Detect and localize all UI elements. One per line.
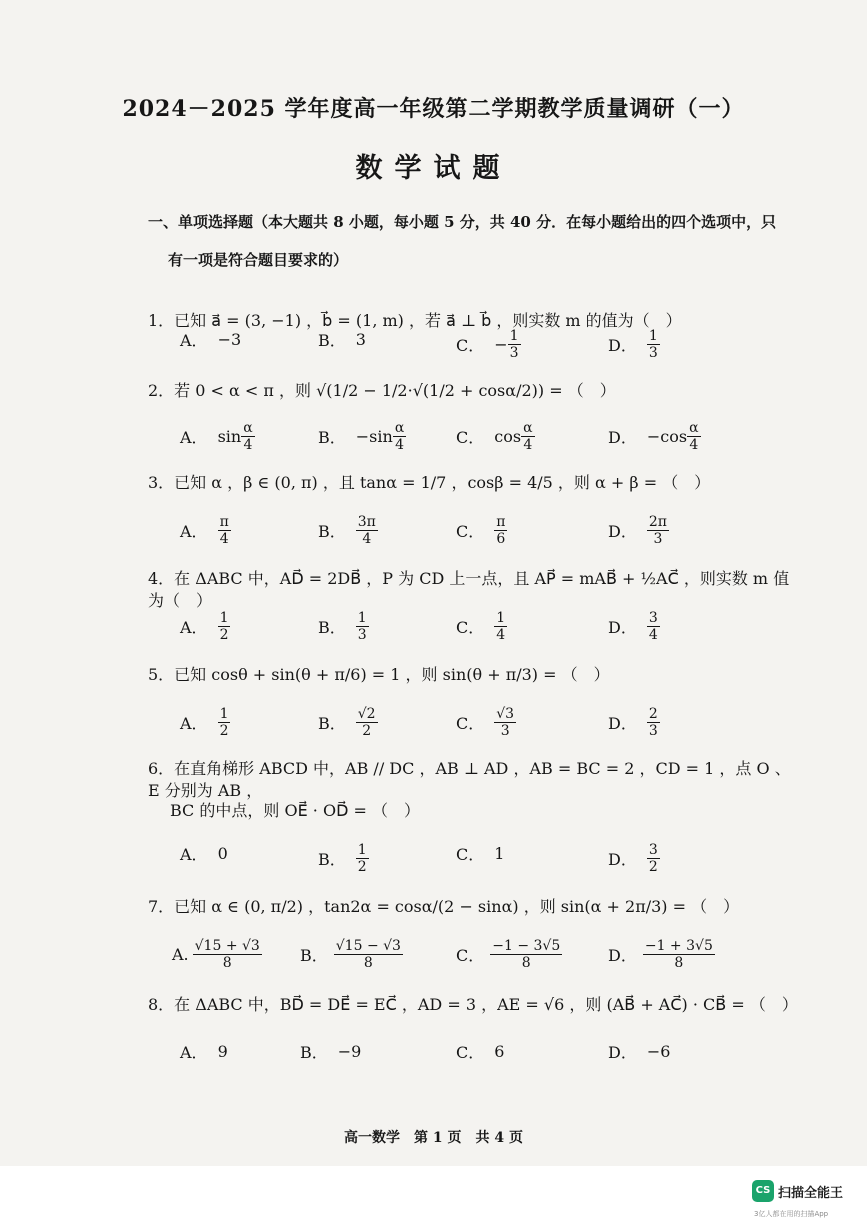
question-1-stem: 1．已知 a⃗ = (3, −1) ，b⃗ = (1, m) ，若 a⃗ ⊥ b⃗ ，则实数 m 的值为（ ） [148,311,682,330]
option-c: C． cos $\frac{\alpha}{4}$ [456,420,533,453]
option-b: B． $\frac{√2}{2}$ [318,706,376,739]
option-d: D． −cos $\frac{\alpha}{4}$ [608,420,699,453]
fraction: $\frac{1}{4}$ [496,610,506,643]
fraction: $\frac{√2}{2}$ [357,706,376,739]
option-b: B． −9 [300,1042,362,1062]
option-d: D． $\frac{3}{2}$ [608,842,658,875]
watermark-name: 扫描全能王 [778,1186,844,1201]
option-c: C． $\frac{√3}{3}$ [456,706,515,739]
option-c: C． $\frac{\pi}{6}$ [456,514,506,547]
fraction: $\frac{1}{2}$ [357,842,367,875]
question-4-stem: 4．在 ΔABC 中，AD⃗ = 2DB⃗ ，P 为 CD 上一点，且 AP⃗ = mAB⃗ + ½AC⃗ ，则实数 m 值为（ ） [148,569,790,610]
fraction: $\frac{-1 + 3√5}{8}$ [644,938,713,971]
fraction: $\frac{1}{3}$ [648,328,658,361]
option-c: C． 1 [456,844,505,864]
question-2-options [180,420,780,460]
option-c: C． $\frac{1}{4}$ [456,610,506,643]
option-a: A． 0 [180,844,228,864]
question-6-stem-line2: BC 的中点，则 OE⃗ · OD⃗ = （ ） [170,801,420,820]
option-d: D． $\frac{2\pi}{3}$ [608,514,667,547]
fraction: $\frac{-1 - 3√5}{8}$ [492,938,561,971]
option-a: A． $\frac{1}{2}$ [180,706,229,739]
question-7-stem: 7．已知 α ∈ (0, π/2) ，tan2α = cosα/(2 − sinα) ，则 sin(α + 2π/3) = （ ） [148,897,740,916]
section-heading-line2: 有一项是符合题目要求的） [168,251,349,269]
fraction: $\frac{1}{3}$ [357,610,367,643]
question-3-options [180,514,780,554]
fraction: $\frac{\pi}{6}$ [496,514,506,547]
question-8-options [180,1040,780,1080]
option-c: C． 6 [456,1042,505,1062]
fraction: $\frac{2\pi}{3}$ [648,514,667,547]
fraction: $\frac{\alpha}{4}$ [394,420,405,453]
question-1-options [180,328,780,368]
fraction: $\frac{1}{2}$ [219,610,229,643]
fraction: $\frac{\alpha}{4}$ [523,420,533,453]
fraction: $\frac{√3}{3}$ [496,706,515,739]
fraction: $\frac{3\pi}{4}$ [357,514,376,547]
option-a: A. $\frac{√15 + √3}{8}$ [172,938,260,971]
watermark-tagline: 3亿人都在用的扫描App [754,1210,829,1218]
fraction: $\frac{3}{2}$ [648,842,658,875]
option-a: A． −3 [180,330,242,350]
option-b: B． $\frac{1}{3}$ [318,610,367,643]
option-d: D． $\frac{2}{3}$ [608,706,658,739]
question-3-stem: 3．已知 α ，β ∈ (0, π) ，且 tanα = 1/7 ，cosβ = 4/5 ，则 α + β = （ ） [148,473,711,492]
fraction: $\frac{1}{3}$ [509,328,519,361]
fraction: $\frac{2}{3}$ [648,706,658,739]
option-c: C． − $\frac{1}{3}$ [456,328,519,361]
page-footer: 高一数学 第 1 页 共 4 页 [344,1130,523,1146]
question-2-stem: 2．若 0 < α < π ，则 √(1/2 − 1/2·√(1/2 + cosα/2)) = （ ） [148,381,616,400]
option-b: B． $\frac{3\pi}{4}$ [318,514,376,547]
option-a: A． sin $\frac{\alpha}{4}$ [180,420,253,453]
option-b: B． 3 [318,330,366,350]
option-a: A． 9 [180,1042,228,1062]
exam-subtitle: 数学试题 [355,153,512,184]
scan-margin [0,1166,867,1228]
question-4-options [180,610,780,650]
option-c: C． $\frac{-1 - 3√5}{8}$ [456,938,561,971]
scanner-watermark [752,1180,864,1226]
option-a: A． $\frac{\pi}{4}$ [180,514,229,547]
fraction: $\frac{\alpha}{4}$ [689,420,699,453]
fraction: $\frac{1}{2}$ [219,706,229,739]
option-d: D． $\frac{3}{4}$ [608,610,658,643]
option-b: B． $\frac{1}{2}$ [318,842,367,875]
question-7-options [172,938,780,978]
fraction: $\frac{\alpha}{4}$ [243,420,253,453]
question-5-options [180,706,780,746]
question-6-stem: 6．在直角梯形 ABCD 中，AB // DC ，AB ⊥ AD ，AB = BC = 2 ，CD = 1 ，点 O 、E 分别为 AB ， [148,759,791,800]
fraction: $\frac{√15 - √3}{8}$ [335,938,401,971]
fraction: $\frac{\pi}{4}$ [219,514,229,547]
option-b: B． $\frac{√15 - √3}{8}$ [300,938,401,971]
question-5-stem: 5．已知 cosθ + sin(θ + π/6) = 1 ，则 sin(θ + π/3) = （ ） [148,665,610,684]
exam-title: 2024－2025 学年度高一年级第二学期教学质量调研（一） [122,96,745,122]
option-b: B． −sin $\frac{\alpha}{4}$ [318,420,405,453]
option-a: A． $\frac{1}{2}$ [180,610,229,643]
option-d: D． −6 [608,1042,671,1062]
section-heading-line1: 一、单项选择题（本大题共 8 小题，每小题 5 分，共 40 分．在每小题给出的四个选项中，只 [148,213,777,231]
fraction: $\frac{√15 + √3}{8}$ [194,938,260,971]
question-6-options [180,842,780,882]
option-d: D． $\frac{-1 + 3√5}{8}$ [608,938,713,971]
section-heading [148,203,788,279]
question-8-stem: 8．在 ΔABC 中，BD⃗ = DE⃗ = EC⃗ ，AD = 3 ，AE = √6 ，则 (AB⃗ + AC⃗) · CB⃗ = （ ） [148,995,798,1014]
camscanner-logo-icon: CS [752,1180,774,1202]
option-d: D． $\frac{1}{3}$ [608,328,658,361]
fraction: $\frac{3}{4}$ [648,610,658,643]
